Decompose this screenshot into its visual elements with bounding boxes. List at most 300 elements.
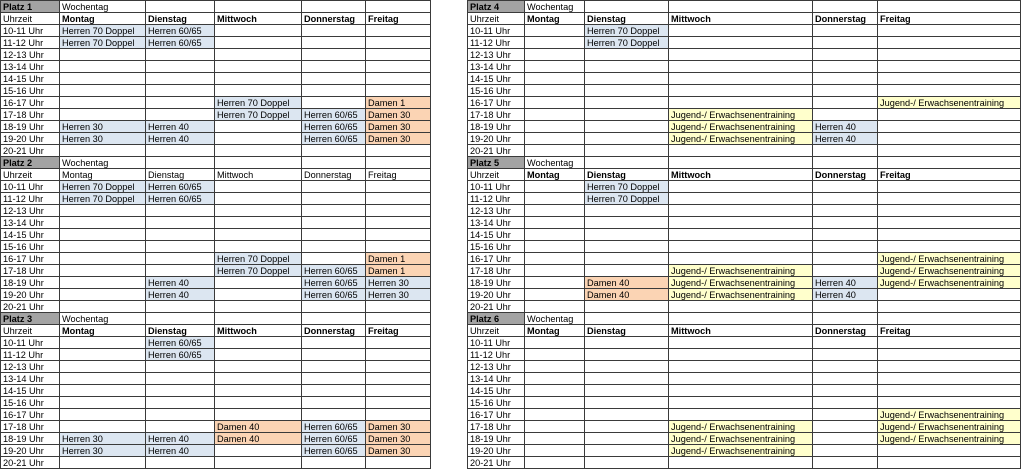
day-header-freitag: Freitag <box>366 325 431 337</box>
booking-cell: Herren 40 <box>813 133 878 145</box>
time-row <box>468 409 1021 421</box>
empty-cell <box>878 25 1021 37</box>
time-row <box>468 229 1021 241</box>
empty-cell <box>146 241 215 253</box>
empty-cell <box>146 397 215 409</box>
day-header-freitag: Freitag <box>878 325 1021 337</box>
empty-cell <box>60 145 146 157</box>
day-header-dienstag: Dienstag <box>585 169 669 181</box>
empty-cell <box>525 181 585 193</box>
empty-cell <box>215 277 302 289</box>
time-row <box>468 421 1021 433</box>
empty-cell <box>813 457 878 469</box>
empty-cell <box>146 313 215 325</box>
time-cell: 13-14 Uhr <box>468 217 525 229</box>
booking-cell: Damen 40 <box>585 289 669 301</box>
day-header-row <box>1 325 431 337</box>
uhrzeit-header: Uhrzeit <box>1 169 60 181</box>
day-header-mittwoch: Mittwoch <box>669 325 813 337</box>
empty-cell <box>585 205 669 217</box>
empty-cell <box>525 85 585 97</box>
empty-cell <box>585 85 669 97</box>
empty-cell <box>60 205 146 217</box>
empty-cell <box>366 1 431 13</box>
empty-cell <box>302 457 366 469</box>
empty-cell <box>878 1 1021 13</box>
empty-cell <box>878 217 1021 229</box>
empty-cell <box>585 73 669 85</box>
empty-cell <box>669 301 813 313</box>
empty-cell <box>60 349 146 361</box>
time-cell: 20-21 Uhr <box>468 457 525 469</box>
empty-cell <box>813 109 878 121</box>
empty-cell <box>302 361 366 373</box>
empty-cell <box>878 133 1021 145</box>
booking-cell: Herren 70 Doppel <box>60 25 146 37</box>
empty-cell <box>146 253 215 265</box>
booking-cell: Herren 70 Doppel <box>215 97 302 109</box>
time-row <box>468 61 1021 73</box>
empty-cell <box>146 421 215 433</box>
booking-cell: Jugend-/ Erwachsenentraining <box>878 433 1021 445</box>
empty-cell <box>366 217 431 229</box>
empty-cell <box>302 37 366 49</box>
time-cell: 15-16 Uhr <box>468 397 525 409</box>
empty-cell <box>585 373 669 385</box>
empty-cell <box>302 1 366 13</box>
time-row <box>468 445 1021 457</box>
uhrzeit-header: Uhrzeit <box>468 13 525 25</box>
empty-cell <box>302 193 366 205</box>
platz-label: Platz 2 <box>1 157 60 169</box>
time-row <box>1 457 431 469</box>
empty-cell <box>215 445 302 457</box>
empty-cell <box>878 229 1021 241</box>
booking-cell: Herren 40 <box>813 289 878 301</box>
empty-cell <box>878 85 1021 97</box>
empty-cell <box>878 121 1021 133</box>
time-cell: 12-13 Uhr <box>468 205 525 217</box>
empty-cell <box>525 205 585 217</box>
booking-cell: Damen 1 <box>366 253 431 265</box>
time-row <box>1 145 431 157</box>
booking-cell: Jugend-/ Erwachsenentraining <box>669 289 813 301</box>
empty-cell <box>669 85 813 97</box>
empty-cell <box>525 49 585 61</box>
empty-cell <box>366 361 431 373</box>
empty-cell <box>813 313 878 325</box>
empty-cell <box>146 157 215 169</box>
empty-cell <box>878 385 1021 397</box>
empty-cell <box>878 145 1021 157</box>
platz-4-table <box>467 0 1021 157</box>
time-row <box>468 193 1021 205</box>
empty-cell <box>585 421 669 433</box>
empty-cell <box>585 361 669 373</box>
time-cell: 13-14 Uhr <box>1 61 60 73</box>
empty-cell <box>585 157 669 169</box>
time-cell: 17-18 Uhr <box>468 109 525 121</box>
empty-cell <box>669 73 813 85</box>
booking-cell: Herren 60/65 <box>302 121 366 133</box>
time-cell: 19-20 Uhr <box>1 133 60 145</box>
day-header-donnerstag: Donnerstag <box>813 13 878 25</box>
time-row <box>1 133 431 145</box>
empty-cell <box>813 337 878 349</box>
empty-cell <box>878 193 1021 205</box>
empty-cell <box>585 397 669 409</box>
empty-cell <box>585 301 669 313</box>
time-row <box>468 73 1021 85</box>
empty-cell <box>525 73 585 85</box>
uhrzeit-header: Uhrzeit <box>468 169 525 181</box>
day-header-montag: Montag <box>60 325 146 337</box>
booking-cell: Jugend-/ Erwachsenentraining <box>669 265 813 277</box>
day-header-mittwoch: Mittwoch <box>215 325 302 337</box>
empty-cell <box>215 205 302 217</box>
time-row <box>468 145 1021 157</box>
time-row <box>1 109 431 121</box>
time-cell: 20-21 Uhr <box>468 301 525 313</box>
time-cell: 14-15 Uhr <box>1 229 60 241</box>
empty-cell <box>366 457 431 469</box>
time-row <box>1 217 431 229</box>
empty-cell <box>525 37 585 49</box>
empty-cell <box>215 73 302 85</box>
time-row <box>468 301 1021 313</box>
time-cell: 14-15 Uhr <box>468 229 525 241</box>
time-cell: 12-13 Uhr <box>1 205 60 217</box>
empty-cell <box>585 133 669 145</box>
time-cell: 10-11 Uhr <box>1 25 60 37</box>
empty-cell <box>366 145 431 157</box>
day-header-dienstag: Dienstag <box>146 13 215 25</box>
day-header-mittwoch: Mittwoch <box>215 169 302 181</box>
empty-cell <box>813 73 878 85</box>
booking-cell: Herren 60/65 <box>146 37 215 49</box>
platz-label: Platz 3 <box>1 313 60 325</box>
empty-cell <box>525 265 585 277</box>
empty-cell <box>60 457 146 469</box>
time-cell: 20-21 Uhr <box>468 145 525 157</box>
time-cell: 15-16 Uhr <box>1 85 60 97</box>
time-row <box>1 445 431 457</box>
day-header-row <box>468 325 1021 337</box>
time-row <box>1 361 431 373</box>
time-row <box>1 349 431 361</box>
time-row <box>468 85 1021 97</box>
empty-cell <box>525 433 585 445</box>
time-cell: 19-20 Uhr <box>468 289 525 301</box>
booking-cell: Herren 40 <box>813 277 878 289</box>
empty-cell <box>878 289 1021 301</box>
time-cell: 10-11 Uhr <box>1 181 60 193</box>
empty-cell <box>525 373 585 385</box>
booking-cell: Herren 60/65 <box>146 193 215 205</box>
empty-cell <box>585 385 669 397</box>
time-cell: 20-21 Uhr <box>1 301 60 313</box>
booking-cell: Herren 70 Doppel <box>215 109 302 121</box>
booking-cell: Herren 60/65 <box>302 421 366 433</box>
empty-cell <box>366 205 431 217</box>
platz-header-row <box>1 313 431 325</box>
time-cell: 16-17 Uhr <box>1 97 60 109</box>
empty-cell <box>215 361 302 373</box>
empty-cell <box>60 373 146 385</box>
empty-cell <box>669 1 813 13</box>
empty-cell <box>878 49 1021 61</box>
time-row <box>1 253 431 265</box>
time-cell: 11-12 Uhr <box>1 37 60 49</box>
empty-cell <box>302 145 366 157</box>
empty-cell <box>60 421 146 433</box>
time-cell: 16-17 Uhr <box>1 409 60 421</box>
empty-cell <box>525 133 585 145</box>
day-header-montag: Montag <box>525 169 585 181</box>
empty-cell <box>302 373 366 385</box>
empty-cell <box>60 385 146 397</box>
day-header-mittwoch: Mittwoch <box>669 169 813 181</box>
platz-label: Platz 5 <box>468 157 525 169</box>
empty-cell <box>302 157 366 169</box>
empty-cell <box>302 313 366 325</box>
time-cell: 14-15 Uhr <box>1 385 60 397</box>
empty-cell <box>60 253 146 265</box>
empty-cell <box>60 265 146 277</box>
empty-cell <box>525 25 585 37</box>
booking-cell: Herren 60/65 <box>302 133 366 145</box>
empty-cell <box>60 85 146 97</box>
booking-cell: Herren 60/65 <box>302 277 366 289</box>
time-cell: 11-12 Uhr <box>468 37 525 49</box>
booking-cell: Jugend-/ Erwachsenentraining <box>669 133 813 145</box>
empty-cell <box>813 145 878 157</box>
booking-cell: Herren 60/65 <box>146 181 215 193</box>
time-row <box>1 181 431 193</box>
time-row <box>468 205 1021 217</box>
empty-cell <box>146 457 215 469</box>
day-header-montag: Montag <box>525 325 585 337</box>
day-header-dienstag: Dienstag <box>146 325 215 337</box>
booking-cell: Herren 40 <box>146 121 215 133</box>
empty-cell <box>878 109 1021 121</box>
empty-cell <box>366 181 431 193</box>
empty-cell <box>366 193 431 205</box>
time-cell: 16-17 Uhr <box>1 253 60 265</box>
empty-cell <box>585 433 669 445</box>
platz-header-row <box>468 1 1021 13</box>
time-row <box>1 277 431 289</box>
empty-cell <box>669 205 813 217</box>
booking-cell: Damen 40 <box>215 421 302 433</box>
time-cell: 14-15 Uhr <box>1 73 60 85</box>
time-row <box>468 133 1021 145</box>
empty-cell <box>813 433 878 445</box>
uhrzeit-header: Uhrzeit <box>468 325 525 337</box>
booking-cell: Damen 30 <box>366 121 431 133</box>
time-row <box>1 385 431 397</box>
empty-cell <box>813 265 878 277</box>
empty-cell <box>878 205 1021 217</box>
empty-cell <box>525 445 585 457</box>
platz-header-row <box>468 157 1021 169</box>
time-cell: 11-12 Uhr <box>468 193 525 205</box>
time-cell: 17-18 Uhr <box>468 421 525 433</box>
booking-cell: Jugend-/ Erwachsenentraining <box>878 421 1021 433</box>
empty-cell <box>60 49 146 61</box>
empty-cell <box>215 289 302 301</box>
empty-cell <box>878 301 1021 313</box>
empty-cell <box>585 265 669 277</box>
time-row <box>1 241 431 253</box>
booking-cell: Herren 60/65 <box>302 445 366 457</box>
booking-cell: Damen 30 <box>366 421 431 433</box>
booking-cell: Jugend-/ Erwachsenentraining <box>669 445 813 457</box>
booking-cell: Herren 70 Doppel <box>60 37 146 49</box>
empty-cell <box>669 181 813 193</box>
time-cell: 18-19 Uhr <box>468 277 525 289</box>
time-row <box>1 421 431 433</box>
empty-cell <box>215 193 302 205</box>
platz-label: Platz 6 <box>468 313 525 325</box>
empty-cell <box>302 253 366 265</box>
time-row <box>1 397 431 409</box>
empty-cell <box>146 85 215 97</box>
empty-cell <box>215 157 302 169</box>
empty-cell <box>215 409 302 421</box>
empty-cell <box>669 61 813 73</box>
empty-cell <box>813 1 878 13</box>
booking-cell: Herren 60/65 <box>146 337 215 349</box>
empty-cell <box>146 229 215 241</box>
time-cell: 13-14 Uhr <box>468 373 525 385</box>
empty-cell <box>302 217 366 229</box>
booking-cell: Herren 30 <box>60 445 146 457</box>
empty-cell <box>813 253 878 265</box>
empty-cell <box>366 229 431 241</box>
empty-cell <box>525 349 585 361</box>
time-cell: 15-16 Uhr <box>468 241 525 253</box>
empty-cell <box>525 397 585 409</box>
empty-cell <box>302 301 366 313</box>
empty-cell <box>60 301 146 313</box>
booking-cell: Damen 40 <box>215 433 302 445</box>
empty-cell <box>302 409 366 421</box>
booking-cell: Damen 1 <box>366 97 431 109</box>
booking-cell: Jugend-/ Erwachsenentraining <box>669 277 813 289</box>
empty-cell <box>525 253 585 265</box>
booking-cell: Herren 70 Doppel <box>215 253 302 265</box>
empty-cell <box>302 25 366 37</box>
empty-cell <box>60 241 146 253</box>
time-row <box>468 217 1021 229</box>
time-row <box>1 37 431 49</box>
time-row <box>468 37 1021 49</box>
empty-cell <box>525 97 585 109</box>
empty-cell <box>813 49 878 61</box>
empty-cell <box>215 241 302 253</box>
uhrzeit-header: Uhrzeit <box>1 13 60 25</box>
empty-cell <box>813 97 878 109</box>
time-cell: 15-16 Uhr <box>1 397 60 409</box>
empty-cell <box>60 229 146 241</box>
time-row <box>468 25 1021 37</box>
empty-cell <box>813 25 878 37</box>
empty-cell <box>215 25 302 37</box>
time-row <box>1 25 431 37</box>
day-header-donnerstag: Donnerstag <box>302 169 366 181</box>
booking-cell: Herren 30 <box>60 121 146 133</box>
empty-cell <box>302 397 366 409</box>
time-row <box>1 61 431 73</box>
time-cell: 20-21 Uhr <box>1 145 60 157</box>
empty-cell <box>878 397 1021 409</box>
time-cell: 19-20 Uhr <box>1 289 60 301</box>
empty-cell <box>366 85 431 97</box>
platz-label: Platz 1 <box>1 1 60 13</box>
time-cell: 10-11 Uhr <box>468 25 525 37</box>
empty-cell <box>585 229 669 241</box>
time-row <box>468 457 1021 469</box>
empty-cell <box>525 109 585 121</box>
empty-cell <box>878 61 1021 73</box>
booking-cell: Herren 30 <box>60 133 146 145</box>
empty-cell <box>669 37 813 49</box>
time-row <box>468 373 1021 385</box>
time-row <box>1 73 431 85</box>
empty-cell <box>60 409 146 421</box>
time-cell: 10-11 Uhr <box>1 337 60 349</box>
time-row <box>468 121 1021 133</box>
empty-cell <box>215 61 302 73</box>
day-header-donnerstag: Donnerstag <box>302 325 366 337</box>
empty-cell <box>669 145 813 157</box>
empty-cell <box>60 97 146 109</box>
time-row <box>468 433 1021 445</box>
time-row <box>1 229 431 241</box>
empty-cell <box>669 409 813 421</box>
time-cell: 15-16 Uhr <box>1 241 60 253</box>
time-row <box>1 433 431 445</box>
wochentag-label: Wochentag <box>60 157 146 169</box>
empty-cell <box>215 397 302 409</box>
time-row <box>1 85 431 97</box>
empty-cell <box>525 289 585 301</box>
booking-cell: Herren 60/65 <box>146 349 215 361</box>
empty-cell <box>146 205 215 217</box>
booking-cell: Jugend-/ Erwachsenentraining <box>669 433 813 445</box>
empty-cell <box>813 205 878 217</box>
empty-cell <box>813 229 878 241</box>
booking-cell: Herren 40 <box>813 121 878 133</box>
empty-cell <box>215 373 302 385</box>
time-cell: 16-17 Uhr <box>468 409 525 421</box>
empty-cell <box>302 49 366 61</box>
empty-cell <box>366 397 431 409</box>
time-row <box>468 337 1021 349</box>
time-cell: 15-16 Uhr <box>468 85 525 97</box>
empty-cell <box>60 361 146 373</box>
day-header-dienstag: Dienstag <box>585 325 669 337</box>
day-header-dienstag: Dienstag <box>146 169 215 181</box>
empty-cell <box>215 133 302 145</box>
empty-cell <box>366 49 431 61</box>
empty-cell <box>215 181 302 193</box>
time-cell: 14-15 Uhr <box>468 73 525 85</box>
day-header-montag: Montag <box>60 13 146 25</box>
empty-cell <box>215 229 302 241</box>
empty-cell <box>525 409 585 421</box>
